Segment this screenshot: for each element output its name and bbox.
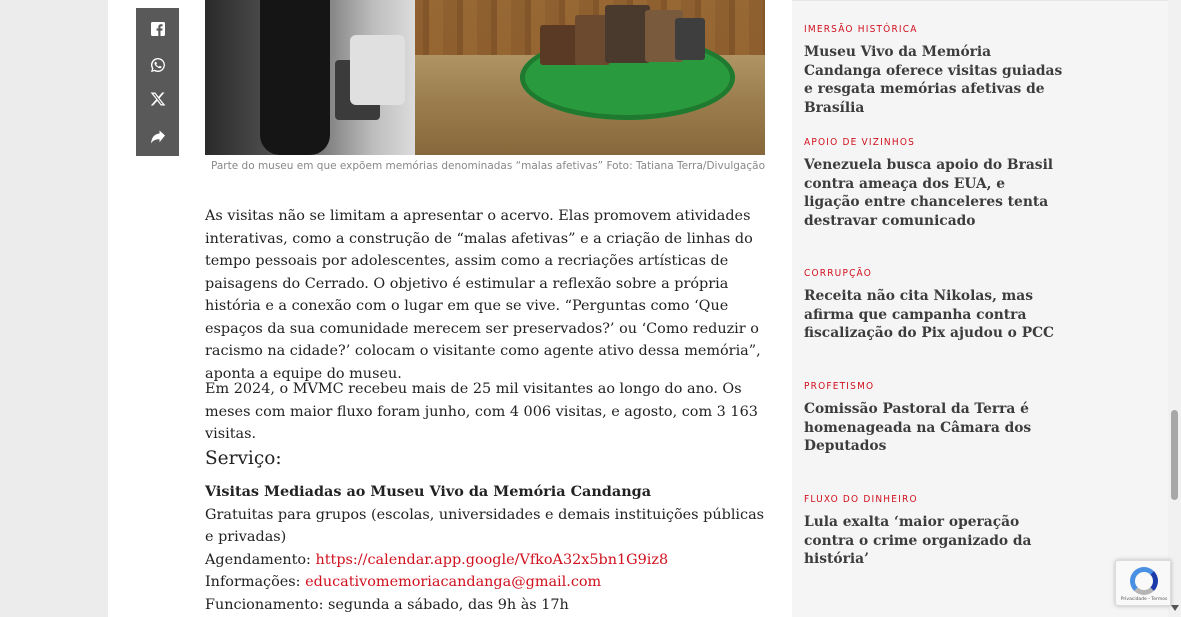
- hours-line: Funcionamento: segunda a sábado, das 9h às 17h: [205, 596, 569, 613]
- article-paragraph: Em 2024, o MVMC recebeu mais de 25 mil visitantes ao longo do ano. Os meses com maior fluxo foram junho, com 4 006 visitas, e agosto, com 3 163 visitas.: [205, 381, 758, 442]
- service-description: Gratuitas para grupos (escolas, universidades e demais instituições públicas e privadas): [205, 506, 765, 545]
- service-title: Visitas Mediadas ao Museu Vivo da Memória Candanga: [205, 483, 652, 500]
- facebook-share-button[interactable]: [136, 10, 179, 47]
- article-photo: [205, 0, 765, 155]
- x-share-button[interactable]: [136, 80, 179, 117]
- info-email-link[interactable]: educativomemoriacandanga@gmail.com: [305, 574, 602, 590]
- photo-suitcase: [675, 18, 705, 60]
- share-icon: [150, 129, 166, 145]
- schedule-label: Agendamento:: [205, 551, 316, 568]
- service-block: [205, 481, 775, 616]
- info-line: [205, 571, 775, 594]
- sidebar-item-title[interactable]: Museu Vivo da Memória Candanga oferece visitas guiadas e resgata memórias afetivas de Brasília: [804, 44, 1063, 116]
- generic-share-button[interactable]: [136, 118, 179, 155]
- sidebar-item-title[interactable]: Comissão Pastoral da Terra é homenageada na Câmara dos Deputados: [804, 401, 1032, 454]
- scrollbar-thumb[interactable]: [1171, 410, 1178, 500]
- info-label: Informações:: [205, 574, 306, 590]
- sidebar-item[interactable]: [804, 137, 1064, 230]
- article-paragraph: As visitas não se limitam a apresentar o acervo. Elas promovem atividades interativas, como a construção de “malas afetivas” e a criação de linhas do tempo pessoais por adolescentes, assim como a recriações artísticas de paisagens do Cerrado. O objetivo é estimular a reflexão sobre a própria história e a conexão com o lugar em que se vive. “Perguntas como ‘Que espaços da sua comunidade merecem ser preservados?’ ou ‘Como reduzir o racismo na cidade?’ colocam o visitante como agente ativo dessa memória”, aponta a equipe do museu.: [205, 208, 761, 382]
- scroll-down-arrow-icon[interactable]: [1171, 605, 1179, 611]
- whatsapp-share-button[interactable]: [136, 46, 179, 83]
- sidebar-item-tag: CORRUPÇÃO: [804, 268, 873, 279]
- sidebar-item[interactable]: [804, 381, 1064, 456]
- whatsapp-icon: [150, 57, 166, 73]
- photo-figure: [260, 0, 330, 155]
- sidebar-item[interactable]: [804, 24, 1064, 117]
- schedule-link[interactable]: https://calendar.app.google/VfkoA32x5bn1G9iz8: [315, 551, 669, 568]
- photo-suitcase: [605, 5, 650, 63]
- service-heading: Serviço:: [205, 448, 282, 469]
- share-bar: [136, 8, 179, 156]
- sidebar-item-title[interactable]: Receita não cita Nikolas, mas afirma que campanha contra fiscalização do Pix ajudou o PCC: [804, 288, 1055, 341]
- sidebar-item[interactable]: [804, 494, 1064, 569]
- sidebar-item-tag: FLUXO DO DINHEIRO: [804, 494, 918, 505]
- sidebar-item[interactable]: [804, 268, 1064, 343]
- recaptcha-icon: [1130, 567, 1158, 595]
- sidebar-item-tag: PROFETISMO: [804, 381, 875, 392]
- photo-suitcase: [540, 25, 580, 65]
- recaptcha-badge[interactable]: [1115, 560, 1171, 606]
- facebook-icon: [150, 21, 166, 37]
- recaptcha-text: Privacidade - Termos: [1120, 597, 1168, 602]
- x-icon: [150, 91, 166, 107]
- photo-bag: [350, 35, 405, 105]
- sidebar-item-tag: APOIO DE VIZINHOS: [804, 137, 916, 148]
- photo-caption: Parte do museu em que expõem memórias denominadas “malas afetivas” Foto: Tatiana Terra/Divulgação: [211, 160, 765, 172]
- sidebar-item-title[interactable]: Lula exalta ‘maior operação contra o crime organizado da história’: [804, 514, 1032, 567]
- sidebar-item-title[interactable]: Venezuela busca apoio do Brasil contra ameaça dos EUA, e ligação entre chanceleres tenta destravar comunicado: [804, 157, 1054, 229]
- page-scrollbar[interactable]: [1168, 0, 1181, 617]
- schedule-line: [205, 549, 775, 572]
- sidebar-item-tag: IMERSÃO HISTÓRICA: [804, 24, 918, 35]
